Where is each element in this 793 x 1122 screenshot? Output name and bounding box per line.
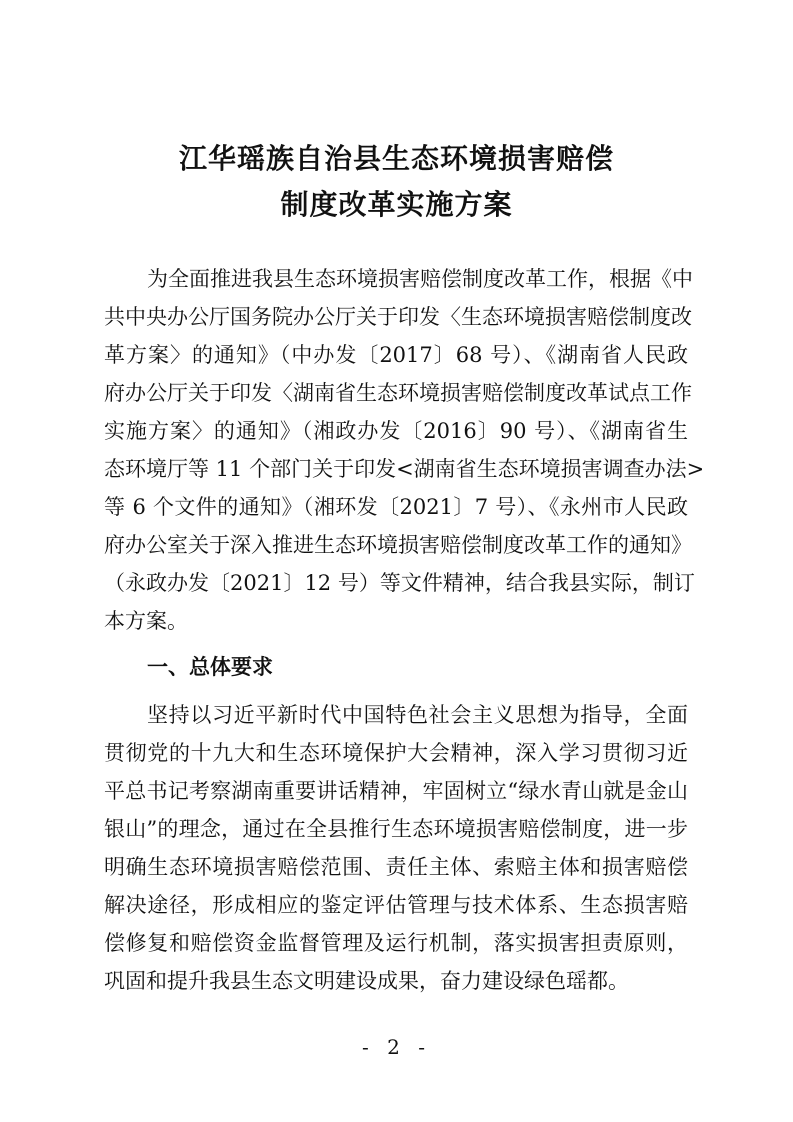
section1-paragraph-line: 贯彻党的十九大和生态环境保护大会精神，深入学习贯彻习近: [104, 741, 688, 765]
intro-paragraph-line: 为全面推进我县生态环境损害赔偿制度改革工作，根据《中: [147, 267, 693, 291]
intro-paragraph-line: 态环境厅等 11 个部门关于印发<湖南省生态环境损害调查办法>: [104, 457, 705, 481]
page-number: - 2 -: [362, 1035, 431, 1059]
intro-paragraph-line: 等 6 个文件的通知》（湘环发〔2021〕7 号）、《永州市人民政: [104, 495, 688, 519]
section1-paragraph-line: 偿修复和赔偿资金监督管理及运行机制，落实损害担责原则，: [104, 931, 688, 955]
section1-paragraph-line: 平总书记考察湖南重要讲话精神，牢固树立“绿水青山就是金山: [104, 779, 688, 803]
intro-paragraph-line: 本方案。: [104, 609, 188, 633]
intro-paragraph-line: 实施方案〉的通知》（湘政办发〔2016〕90 号）、《湖南省生: [104, 419, 688, 443]
intro-paragraph-line: 府办公室关于深入推进生态环境损害赔偿制度改革工作的通知》: [104, 533, 692, 557]
document-title-line-1: 江华瑶族自治县生态环境损害赔偿: [178, 142, 614, 175]
section-heading-general-requirements: 一、总体要求: [147, 655, 273, 679]
section1-paragraph-line: 坚持以习近平新时代中国特色社会主义思想为指导，全面: [147, 703, 688, 727]
intro-paragraph-line: 共中央办公厅国务院办公厅关于印发〈生态环境损害赔偿制度改: [104, 305, 692, 329]
intro-paragraph-line: 革方案〉的通知》（中办发〔2017〕68 号）、《湖南省人民政: [104, 343, 688, 367]
document-title-line-2: 制度改革实施方案: [280, 188, 513, 221]
section1-paragraph-line: 巩固和提升我县生态文明建设成果，奋力建设绿色瑶都。: [104, 969, 629, 993]
intro-paragraph-line: 府办公厅关于印发〈湖南省生态环境损害赔偿制度改革试点工作: [104, 381, 692, 405]
section1-paragraph-line: 解决途径，形成相应的鉴定评估管理与技术体系、生态损害赔: [104, 893, 688, 917]
section1-paragraph-line: 银山”的理念，通过在全县推行生态环境损害赔偿制度，进一步: [104, 817, 688, 841]
intro-paragraph-line: （永政办发〔2021〕12 号）等文件精神，结合我县实际，制订: [104, 571, 695, 595]
section1-paragraph-line: 明确生态环境损害赔偿范围、责任主体、索赔主体和损害赔偿: [104, 855, 688, 879]
